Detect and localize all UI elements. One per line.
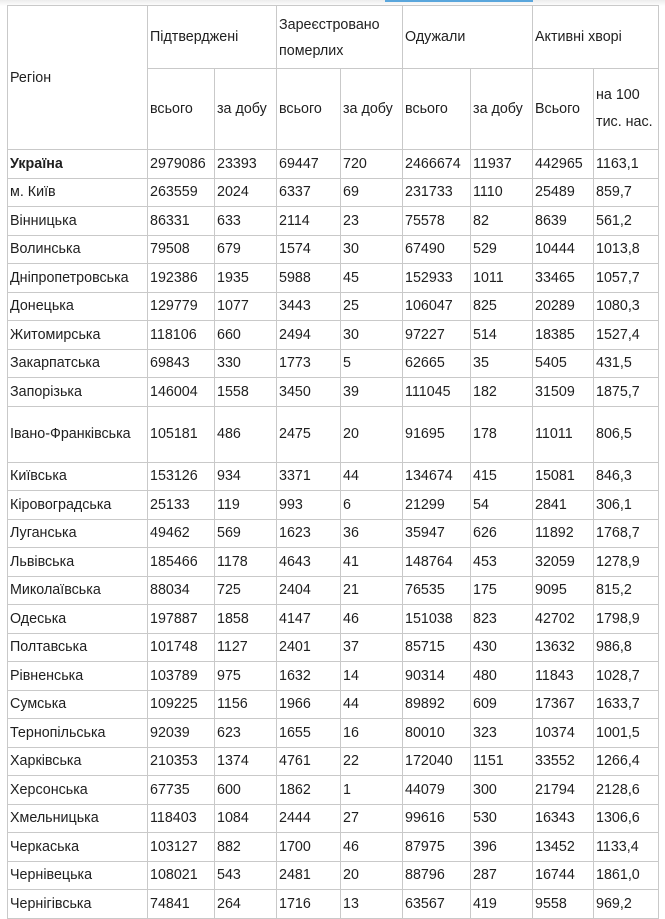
header-active-total: Всього [533,69,594,150]
confirmed-total-cell: 103789 [148,662,215,691]
recovered-total-cell: 44079 [403,776,471,805]
confirmed-total-cell: 69843 [148,349,215,378]
confirmed-day-cell: 1178 [215,548,277,577]
confirmed-day-cell: 569 [215,519,277,548]
region-cell: Полтавська [8,633,148,662]
died-day-cell: 21 [341,576,403,605]
active-total-cell: 20289 [533,292,594,321]
confirmed-total-cell: 105181 [148,406,215,462]
recovered-total-cell: 63567 [403,890,471,919]
table-row [8,491,659,520]
confirmed-day-cell: 623 [215,719,277,748]
recovered-day-cell: 82 [471,207,533,236]
active-per100-cell: 859,7 [594,178,659,207]
recovered-total-cell: 75578 [403,207,471,236]
confirmed-day-cell: 975 [215,662,277,691]
confirmed-day-cell: 679 [215,235,277,264]
active-per100-cell: 1028,7 [594,662,659,691]
confirmed-day-cell: 882 [215,833,277,862]
covid-regions-table [7,5,659,919]
confirmed-total-cell: 86331 [148,207,215,236]
recovered-day-cell: 415 [471,462,533,491]
region-cell: Рівненська [8,662,148,691]
died-day-cell: 41 [341,548,403,577]
table-row [8,406,659,462]
active-per100-cell: 1875,7 [594,378,659,407]
header-died: Зареєстровано померлих [277,6,403,69]
died-total-cell: 1966 [277,690,341,719]
table-row [8,747,659,776]
region-cell: Донецька [8,292,148,321]
died-day-cell: 37 [341,633,403,662]
header-confirmed: Підтверджені [148,6,277,69]
confirmed-day-cell: 119 [215,491,277,520]
region-cell: Чернігівська [8,890,148,919]
died-total-cell: 4147 [277,605,341,634]
died-total-cell: 1655 [277,719,341,748]
recovered-total-cell: 152933 [403,264,471,293]
confirmed-day-cell: 23393 [215,150,277,179]
recovered-day-cell: 396 [471,833,533,862]
recovered-total-cell: 76535 [403,576,471,605]
table-row [8,462,659,491]
recovered-total-cell: 87975 [403,833,471,862]
active-total-cell: 16744 [533,861,594,890]
died-total-cell: 2444 [277,804,341,833]
confirmed-total-cell: 108021 [148,861,215,890]
died-day-cell: 1 [341,776,403,805]
region-cell: Чернівецька [8,861,148,890]
active-per100-cell: 2128,6 [594,776,659,805]
recovered-total-cell: 62665 [403,349,471,378]
active-per100-cell: 1013,8 [594,235,659,264]
active-per100-cell: 1633,7 [594,690,659,719]
recovered-day-cell: 287 [471,861,533,890]
region-cell: Луганська [8,519,148,548]
active-per100-cell: 1798,9 [594,605,659,634]
table-row [8,235,659,264]
header-region: Регіон [8,6,148,150]
region-cell: Івано-Франківська [8,406,148,462]
died-total-cell: 1716 [277,890,341,919]
died-total-cell: 2114 [277,207,341,236]
region-cell: Житомирська [8,321,148,350]
active-total-cell: 25489 [533,178,594,207]
recovered-total-cell: 111045 [403,378,471,407]
recovered-day-cell: 609 [471,690,533,719]
header-active: Активні хворі [533,6,659,69]
recovered-day-cell: 823 [471,605,533,634]
recovered-day-cell: 529 [471,235,533,264]
died-total-cell: 3371 [277,462,341,491]
recovered-day-cell: 35 [471,349,533,378]
active-total-cell: 442965 [533,150,594,179]
recovered-total-cell: 67490 [403,235,471,264]
died-day-cell: 720 [341,150,403,179]
confirmed-total-cell: 129779 [148,292,215,321]
table-row [8,719,659,748]
died-total-cell: 2401 [277,633,341,662]
recovered-total-cell: 21299 [403,491,471,520]
died-day-cell: 20 [341,406,403,462]
recovered-total-cell: 97227 [403,321,471,350]
recovered-day-cell: 175 [471,576,533,605]
table-row [8,150,659,179]
active-total-cell: 16343 [533,804,594,833]
died-day-cell: 46 [341,833,403,862]
died-total-cell: 1773 [277,349,341,378]
died-day-cell: 27 [341,804,403,833]
recovered-total-cell: 2466674 [403,150,471,179]
recovered-total-cell: 35947 [403,519,471,548]
active-per100-cell: 1266,4 [594,747,659,776]
active-per100-cell: 1163,1 [594,150,659,179]
table-row [8,548,659,577]
confirmed-total-cell: 103127 [148,833,215,862]
confirmed-day-cell: 600 [215,776,277,805]
confirmed-total-cell: 49462 [148,519,215,548]
recovered-total-cell: 106047 [403,292,471,321]
header-died-day: за добу [341,69,403,150]
region-cell: Україна [8,150,148,179]
recovered-day-cell: 1011 [471,264,533,293]
recovered-day-cell: 1110 [471,178,533,207]
active-per100-cell: 1057,7 [594,264,659,293]
table-row [8,378,659,407]
confirmed-day-cell: 1558 [215,378,277,407]
active-total-cell: 21794 [533,776,594,805]
active-total-cell: 8639 [533,207,594,236]
recovered-day-cell: 178 [471,406,533,462]
active-total-cell: 10374 [533,719,594,748]
died-total-cell: 4643 [277,548,341,577]
recovered-day-cell: 1151 [471,747,533,776]
region-cell: Херсонська [8,776,148,805]
recovered-day-cell: 514 [471,321,533,350]
table-row [8,690,659,719]
region-cell: Вінницька [8,207,148,236]
region-cell: Запорізька [8,378,148,407]
died-total-cell: 2475 [277,406,341,462]
table-row [8,804,659,833]
died-total-cell: 993 [277,491,341,520]
active-total-cell: 33552 [533,747,594,776]
active-total-cell: 2841 [533,491,594,520]
confirmed-day-cell: 2024 [215,178,277,207]
confirmed-day-cell: 1935 [215,264,277,293]
confirmed-total-cell: 101748 [148,633,215,662]
recovered-total-cell: 80010 [403,719,471,748]
died-total-cell: 69447 [277,150,341,179]
active-total-cell: 17367 [533,690,594,719]
active-per100-cell: 431,5 [594,349,659,378]
recovered-total-cell: 151038 [403,605,471,634]
active-per100-cell: 1080,3 [594,292,659,321]
confirmed-total-cell: 88034 [148,576,215,605]
died-total-cell: 1700 [277,833,341,862]
region-cell: Сумська [8,690,148,719]
header-recovered: Одужали [403,6,533,69]
confirmed-day-cell: 725 [215,576,277,605]
active-total-cell: 9095 [533,576,594,605]
table-row [8,633,659,662]
top-accent-line [385,0,533,2]
active-total-cell: 11011 [533,406,594,462]
recovered-day-cell: 300 [471,776,533,805]
active-per100-cell: 969,2 [594,890,659,919]
region-cell: Одеська [8,605,148,634]
table-row [8,662,659,691]
confirmed-total-cell: 67735 [148,776,215,805]
active-total-cell: 33465 [533,264,594,293]
recovered-total-cell: 89892 [403,690,471,719]
active-per100-cell: 1861,0 [594,861,659,890]
active-total-cell: 9558 [533,890,594,919]
confirmed-day-cell: 633 [215,207,277,236]
recovered-total-cell: 231733 [403,178,471,207]
recovered-total-cell: 148764 [403,548,471,577]
recovered-day-cell: 54 [471,491,533,520]
table-row [8,292,659,321]
confirmed-day-cell: 486 [215,406,277,462]
confirmed-total-cell: 118106 [148,321,215,350]
confirmed-day-cell: 330 [215,349,277,378]
confirmed-day-cell: 1858 [215,605,277,634]
died-total-cell: 6337 [277,178,341,207]
recovered-day-cell: 626 [471,519,533,548]
confirmed-total-cell: 109225 [148,690,215,719]
died-day-cell: 46 [341,605,403,634]
region-cell: Тернопільська [8,719,148,748]
region-cell: Хмельницька [8,804,148,833]
died-total-cell: 1574 [277,235,341,264]
died-day-cell: 36 [341,519,403,548]
died-day-cell: 25 [341,292,403,321]
active-per100-cell: 1001,5 [594,719,659,748]
recovered-day-cell: 480 [471,662,533,691]
active-total-cell: 15081 [533,462,594,491]
region-cell: Волинська [8,235,148,264]
active-per100-cell: 1527,4 [594,321,659,350]
active-per100-cell: 986,8 [594,633,659,662]
recovered-day-cell: 430 [471,633,533,662]
table-row [8,519,659,548]
died-total-cell: 5988 [277,264,341,293]
recovered-total-cell: 90314 [403,662,471,691]
died-day-cell: 22 [341,747,403,776]
died-day-cell: 30 [341,321,403,350]
died-day-cell: 45 [341,264,403,293]
recovered-day-cell: 530 [471,804,533,833]
recovered-total-cell: 99616 [403,804,471,833]
region-cell: Кіровоградська [8,491,148,520]
active-total-cell: 5405 [533,349,594,378]
confirmed-day-cell: 1156 [215,690,277,719]
confirmed-total-cell: 74841 [148,890,215,919]
active-per100-cell: 815,2 [594,576,659,605]
region-cell: Харківська [8,747,148,776]
died-total-cell: 3450 [277,378,341,407]
header-active-per100: на 100 тис. нас. [594,69,659,150]
active-per100-cell: 1768,7 [594,519,659,548]
table-row [8,861,659,890]
died-day-cell: 13 [341,890,403,919]
died-day-cell: 69 [341,178,403,207]
confirmed-day-cell: 1084 [215,804,277,833]
recovered-total-cell: 88796 [403,861,471,890]
confirmed-day-cell: 543 [215,861,277,890]
confirmed-total-cell: 263559 [148,178,215,207]
table-row [8,776,659,805]
confirmed-day-cell: 1127 [215,633,277,662]
active-total-cell: 32059 [533,548,594,577]
recovered-total-cell: 91695 [403,406,471,462]
table-row [8,833,659,862]
died-total-cell: 1862 [277,776,341,805]
table-row [8,321,659,350]
confirmed-total-cell: 197887 [148,605,215,634]
active-total-cell: 31509 [533,378,594,407]
active-total-cell: 13452 [533,833,594,862]
header-recovered-day: за добу [471,69,533,150]
confirmed-total-cell: 185466 [148,548,215,577]
confirmed-day-cell: 1077 [215,292,277,321]
header-confirmed-day: за добу [215,69,277,150]
confirmed-total-cell: 192386 [148,264,215,293]
header-recovered-total: всього [403,69,471,150]
table-row [8,178,659,207]
active-per100-cell: 1306,6 [594,804,659,833]
died-day-cell: 30 [341,235,403,264]
confirmed-total-cell: 2979086 [148,150,215,179]
confirmed-total-cell: 146004 [148,378,215,407]
confirmed-day-cell: 660 [215,321,277,350]
died-total-cell: 2404 [277,576,341,605]
died-total-cell: 1632 [277,662,341,691]
died-total-cell: 2494 [277,321,341,350]
recovered-total-cell: 85715 [403,633,471,662]
died-total-cell: 3443 [277,292,341,321]
table-row [8,890,659,919]
died-total-cell: 1623 [277,519,341,548]
confirmed-total-cell: 25133 [148,491,215,520]
active-total-cell: 13632 [533,633,594,662]
died-total-cell: 4761 [277,747,341,776]
table-row [8,605,659,634]
recovered-day-cell: 825 [471,292,533,321]
active-per100-cell: 846,3 [594,462,659,491]
active-total-cell: 42702 [533,605,594,634]
died-day-cell: 16 [341,719,403,748]
died-day-cell: 14 [341,662,403,691]
died-day-cell: 39 [341,378,403,407]
region-cell: Миколаївська [8,576,148,605]
active-per100-cell: 806,5 [594,406,659,462]
confirmed-day-cell: 1374 [215,747,277,776]
died-total-cell: 2481 [277,861,341,890]
recovered-day-cell: 182 [471,378,533,407]
region-cell: м. Київ [8,178,148,207]
header-row-groups [8,6,659,69]
active-per100-cell: 1278,9 [594,548,659,577]
active-total-cell: 10444 [533,235,594,264]
died-day-cell: 5 [341,349,403,378]
header-confirmed-total: всього [148,69,215,150]
died-day-cell: 6 [341,491,403,520]
active-per100-cell: 306,1 [594,491,659,520]
active-total-cell: 18385 [533,321,594,350]
recovered-day-cell: 11937 [471,150,533,179]
confirmed-total-cell: 79508 [148,235,215,264]
confirmed-total-cell: 118403 [148,804,215,833]
table-row [8,264,659,293]
table-row [8,576,659,605]
confirmed-total-cell: 92039 [148,719,215,748]
region-cell: Дніпропетровська [8,264,148,293]
recovered-day-cell: 453 [471,548,533,577]
died-day-cell: 44 [341,690,403,719]
confirmed-total-cell: 153126 [148,462,215,491]
region-cell: Львівська [8,548,148,577]
table-row [8,207,659,236]
confirmed-total-cell: 210353 [148,747,215,776]
died-day-cell: 20 [341,861,403,890]
confirmed-day-cell: 934 [215,462,277,491]
died-day-cell: 44 [341,462,403,491]
table-row [8,349,659,378]
region-cell: Київська [8,462,148,491]
active-per100-cell: 561,2 [594,207,659,236]
region-cell: Черкаська [8,833,148,862]
recovered-day-cell: 323 [471,719,533,748]
recovered-total-cell: 134674 [403,462,471,491]
active-per100-cell: 1133,4 [594,833,659,862]
header-died-total: всього [277,69,341,150]
region-cell: Закарпатська [8,349,148,378]
active-total-cell: 11892 [533,519,594,548]
active-total-cell: 11843 [533,662,594,691]
confirmed-day-cell: 264 [215,890,277,919]
died-day-cell: 23 [341,207,403,236]
recovered-total-cell: 172040 [403,747,471,776]
recovered-day-cell: 419 [471,890,533,919]
